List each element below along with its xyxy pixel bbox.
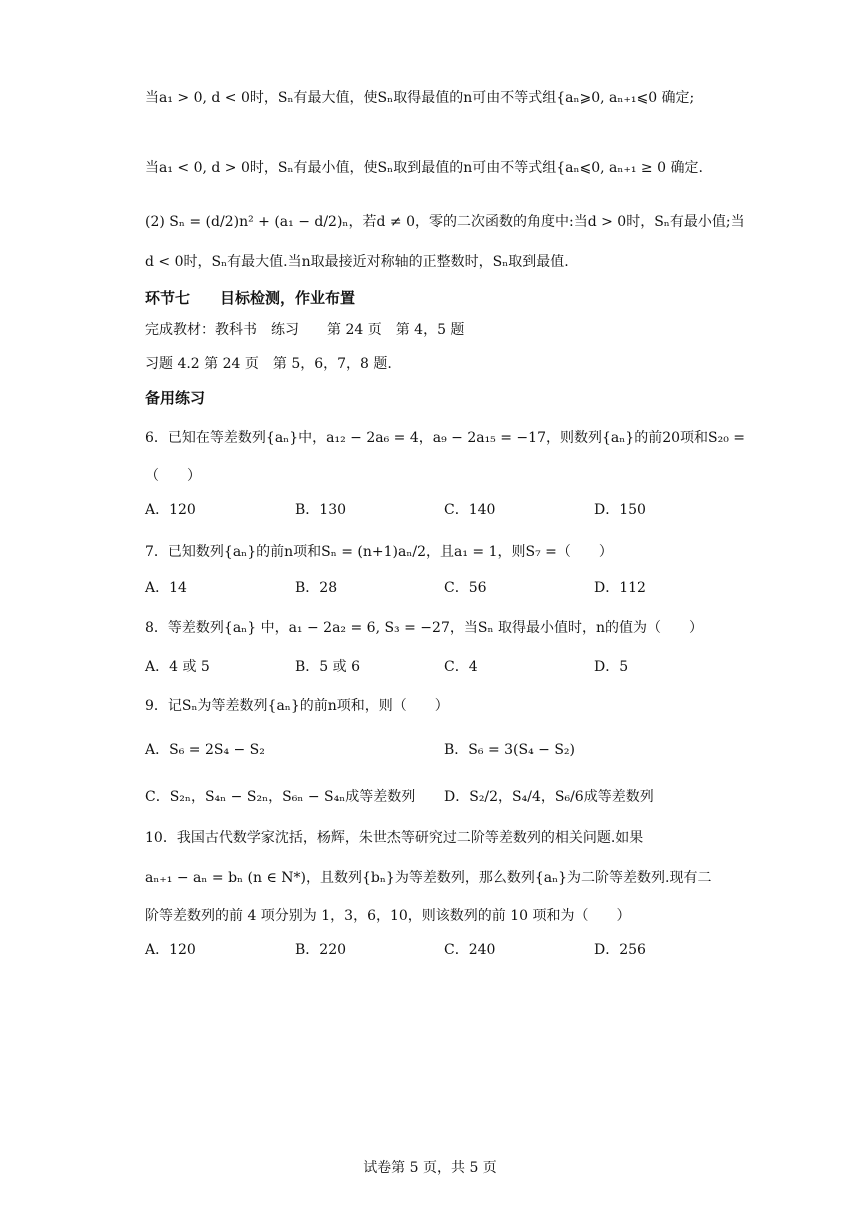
q7-option-c: C．56 — [444, 580, 487, 596]
q7-option-b: B．28 — [295, 580, 338, 596]
extra-heading: 备用练习 — [145, 389, 206, 407]
section7-line-1: 完成教材：教科书 练习 第 24 页 第 4，5 题 — [145, 322, 465, 338]
q8-option-c: C．4 — [444, 659, 478, 675]
section7-heading: 环节七 目标检测，作业布置 — [145, 289, 356, 307]
q10-option-c: C．240 — [444, 942, 496, 958]
page-footer: 试卷第 5 页，共 5 页 — [363, 1160, 497, 1176]
q9-stem: 9．记Sₙ为等差数列{aₙ}的前n项和，则（ ） — [145, 698, 449, 714]
q6-option-a: A．120 — [145, 502, 196, 518]
q9-option-b: B．S₆ = 3(S₄ − S₂) — [444, 742, 575, 758]
q10-option-b: B．220 — [295, 942, 347, 958]
q6-option-c: C．140 — [444, 502, 496, 518]
q6-stem: 6．已知在等差数列{aₙ}中，a₁₂ − 2a₆ = 4，a₉ − 2a₁₅ = −17，则数列{aₙ}的前20项和S₂₀ = — [145, 430, 746, 446]
q10-line-1: 10．我国古代数学家沈括，杨辉，朱世杰等研究过二阶等差数列的相关问题.如果 — [145, 830, 644, 846]
q8-option-b: B．5 或 6 — [295, 659, 361, 675]
q6-option-d: D．150 — [594, 502, 646, 518]
q10-option-d: D．256 — [594, 942, 646, 958]
q10-line-3: 阶等差数列的前 4 项分别为 1，3，6，10，则该数列的前 10 项和为（ ） — [145, 908, 631, 924]
q10-option-a: A．120 — [145, 942, 196, 958]
q7-stem: 7．已知数列{aₙ}的前n项和Sₙ = (n+1)aₙ/2，且a₁ = 1，则S₇ =（ ） — [145, 544, 613, 560]
q6-option-b: B．130 — [295, 502, 347, 518]
section7-line-2: 习题 4.2 第 24 页 第 5，6，7，8 题. — [145, 356, 392, 372]
intro-line-2: 当a₁ < 0, d > 0时，Sₙ有最小值，使Sₙ取到最值的n可由不等式组{aₙ⩽0, aₙ₊₁ ≥ 0 确定. — [145, 160, 703, 176]
q7-option-a: A．14 — [145, 580, 187, 596]
q9-option-d: D．S₂/2，S₄/4，S₆/6成等差数列 — [444, 789, 654, 805]
intro-line-3: (2) Sₙ = (d/2)n² + (a₁ − d/2)ₙ，若d ≠ 0，零的二次函数的角度中:当d > 0时，Sₙ有最小值;当 — [145, 214, 745, 230]
q8-option-a: A．4 或 5 — [145, 659, 210, 675]
intro-line-1: 当a₁ > 0, d < 0时，Sₙ有最大值，使Sₙ取得最值的n可由不等式组{aₙ⩾0, aₙ₊₁⩽0 确定; — [145, 90, 695, 106]
q7-option-d: D．112 — [594, 580, 646, 596]
intro-line-4: d < 0时，Sₙ有最大值.当n取最接近对称轴的正整数时，Sₙ取到最值. — [145, 254, 569, 270]
q8-stem: 8．等差数列{aₙ} 中，a₁ − 2a₂ = 6, S₃ = −27，当Sₙ 取得最小值时，n的值为（ ） — [145, 620, 703, 636]
q10-line-2: aₙ₊₁ − aₙ = bₙ (n ∈ N*)，且数列{bₙ}为等差数列，那么数列{aₙ}为二阶等差数列.现有二 — [145, 870, 712, 886]
q8-option-d: D．5 — [594, 659, 629, 675]
q6-paren: （ ） — [145, 468, 201, 484]
q9-option-a: A．S₆ = 2S₄ − S₂ — [145, 742, 265, 758]
q9-option-c: C．S₂ₙ，S₄ₙ − S₂ₙ，S₆ₙ − S₄ₙ成等差数列 — [145, 789, 416, 805]
